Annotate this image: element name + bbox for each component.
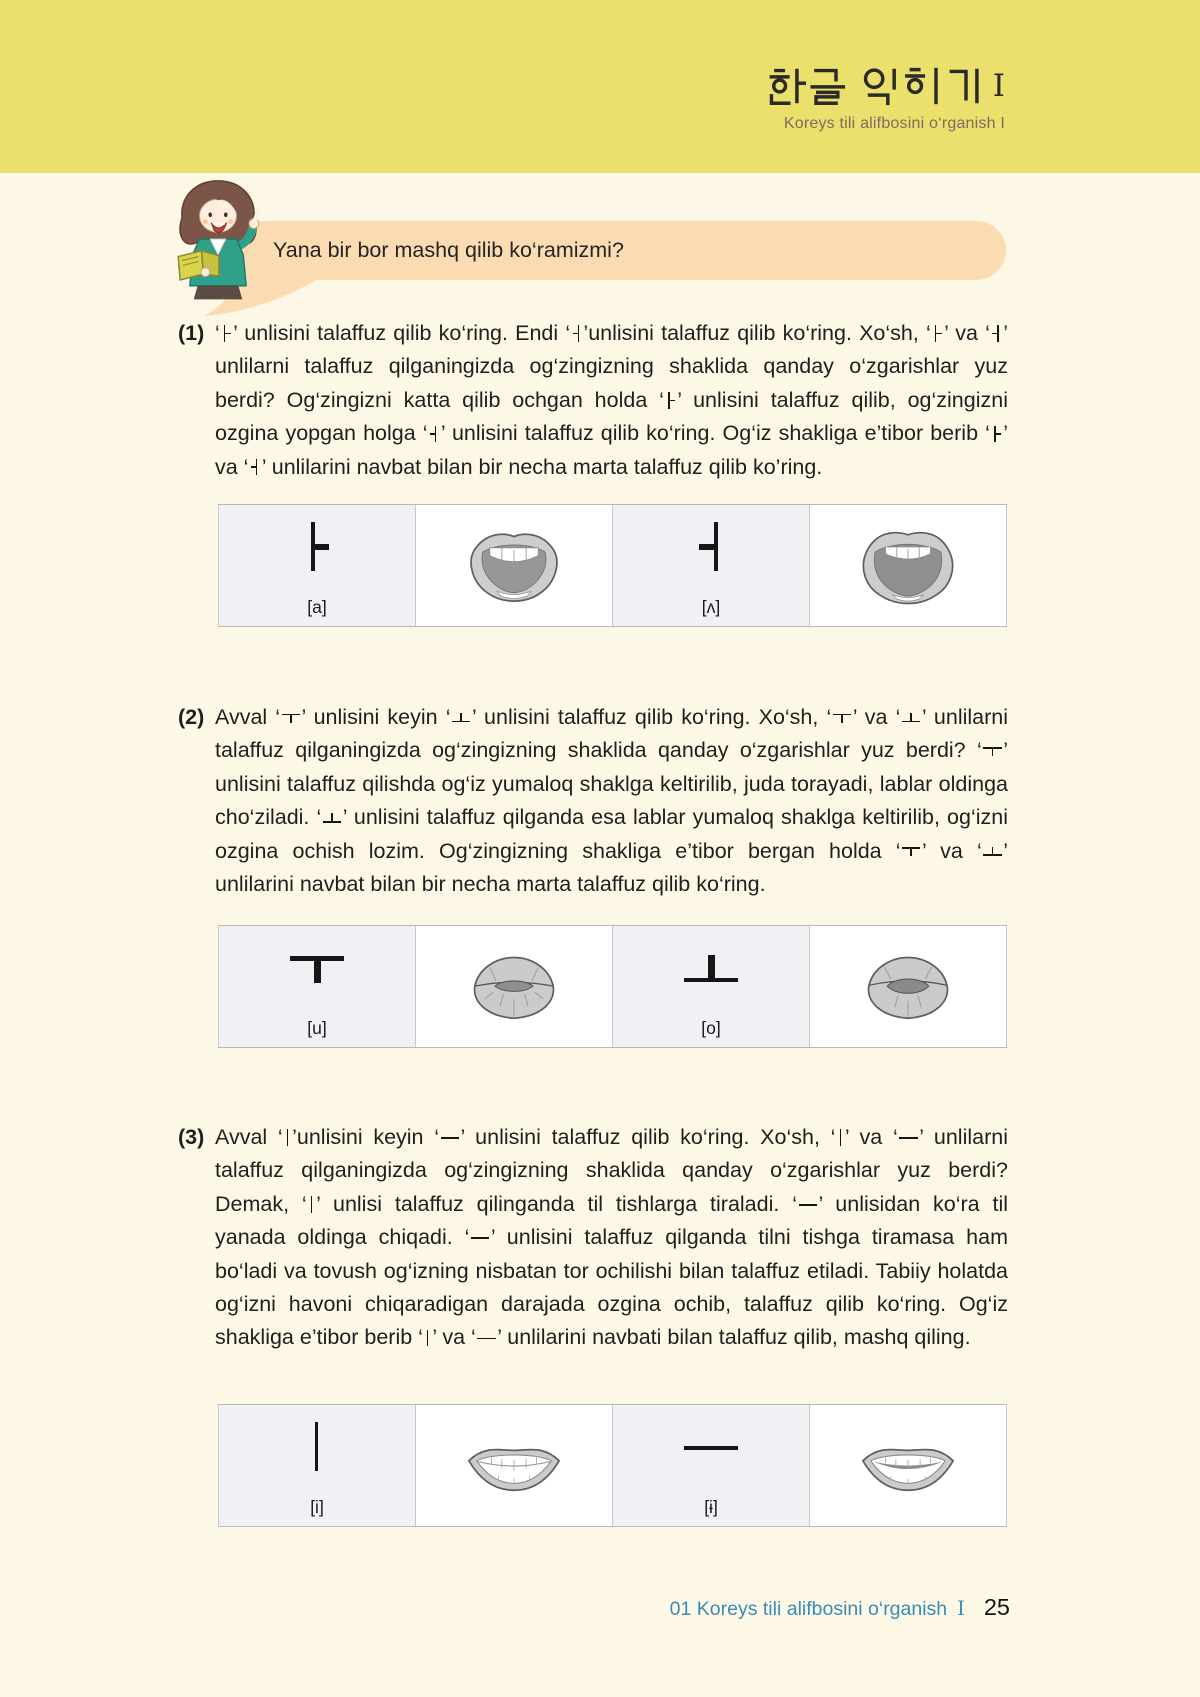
speech-bubble	[227, 221, 1006, 280]
inline-jamo	[837, 1129, 844, 1146]
mouth-illustration	[856, 945, 960, 1029]
speech-bubble-text: Yana bir bor mashq qilib ko‘ramizmi?	[273, 238, 624, 262]
exercise-3	[178, 1121, 1008, 1355]
exercise-1-text: ‘ ’ unlisini talaffuz qilib ko‘ring. Endi ‘ ’unlisini talaffuz qilib ko‘ring. Xo‘sh, ‘ ’ va ‘ ’ unlilarni talaffuz qilganingizda og‘zingizning shaklida qanday o‘zgarishlar yuz berdi? Og‘zingizni katta qilib ochgan holda ‘ ’ unlisini talaffuz qilib, og‘zingizni ozgina yopgan holga ‘ ’ unlisini talaffuz qilib ko‘ring. Og‘iz shakliga e’tibor berib ‘ ’ va ‘ ’ unlilarini navbat bilan bir necha marta talaffuz qilib ko’ring.	[215, 321, 1009, 479]
inline-jamo	[440, 1132, 459, 1145]
vowel-letter-cell	[218, 1405, 415, 1526]
inline-jamo	[899, 1132, 918, 1145]
exercise-2-text: Avval ‘ ’ unlisini keyin ‘ ’ unlisini talaffuz qilib ko‘ring. Xo‘sh, ‘ ’ va ‘ ’ unlilarni talaffuz qilganingizda og‘zingizning shaklida qanday o‘zgarishlar yuz berdi? ‘ ’ unlisini talaffuz qilishda og‘iz yumaloq shaklga keltirilib, juda torayadi, lablar oldinga cho‘ziladi. ‘ ’ unlisini talaffuz qilganda esa lablar yumaloq shaklga keltirilib, og‘izni ozgina ochish lozim. Og‘zingizning shakliga e’tibor bergan holda ‘ ’ va ‘ ’ unlilarini navbat bilan bir necha marta talaffuz qilib ko‘ring.	[215, 705, 1008, 897]
vowel-letter-cell	[612, 1405, 809, 1526]
mouth-illustration	[462, 1424, 566, 1508]
inline-jamo	[571, 325, 582, 342]
inline-jamo	[902, 712, 921, 725]
inline-jamo	[308, 1196, 315, 1213]
vowel-letter-cell	[612, 505, 809, 626]
vowel-letter	[695, 521, 727, 572]
phonetic-label: [ɨ]	[704, 1497, 718, 1517]
phonetic-label: [u]	[307, 1018, 327, 1038]
mouth-image-cell	[415, 926, 612, 1047]
vowel-letter-cell	[218, 926, 415, 1047]
mouth-illustration	[856, 524, 960, 608]
title-roman-numeral: I	[992, 67, 1005, 104]
inline-jamo	[452, 712, 471, 725]
page-subtitle: Koreys tili alifbosini o‘rganish I	[783, 115, 1005, 132]
phonetic-label: [ʌ]	[701, 597, 721, 617]
phonetic-label: [i]	[310, 1497, 324, 1517]
page-number: 25	[983, 1594, 1010, 1620]
exercise-3-text: Avval ‘ ’unlisini keyin ‘ ’ unlisini talaffuz qilib ko‘ring. Xo‘sh, ‘ ’ va ‘ ’ unlilarni talaffuz qilganingizda og‘zingizning shaklida qanday o‘zgarishlar yuz berdi? Demak, ‘ ’ unlisi talaffuz qilinganda til tishlarga tiraladi. ‘ ’ unlisidan ko‘ra til yanada oldinga chiqadi. ‘ ’ unlisini talaffuz qilganda tilni tishga tiramasa ham bo‘ladi va tovush og‘izning nisbatan tor ochilishi bilan talaffuz etiladi. Tabiiy holatda og‘izni havoni chiqaradigan darajada ozgina ochib, talaffuz qilib ko‘ring. Og‘iz shakliga e’tibor berib ‘ ’ va ‘ ’ unlilarini navbati bilan talaffuz qilib, mashq qiling.	[215, 1125, 1009, 1350]
mouth-illustration	[856, 1424, 960, 1508]
inline-jamo	[250, 459, 261, 476]
header-band	[0, 0, 1200, 173]
mouth-image-cell	[415, 1405, 612, 1526]
mouth-image-cell	[415, 505, 612, 626]
inline-jamo	[902, 845, 921, 858]
inline-jamo	[424, 1329, 431, 1346]
vowel-letter	[683, 1429, 739, 1467]
inline-jamo	[323, 812, 342, 825]
inline-jamo	[284, 1129, 291, 1146]
exercise-2-number: (2)	[178, 705, 205, 729]
page-footer	[670, 1594, 1010, 1621]
footer-roman-numeral: I	[957, 1597, 965, 1620]
vowel-letter-cell	[612, 926, 809, 1047]
inline-jamo	[932, 325, 943, 342]
inline-jamo	[991, 325, 1002, 342]
vowel-letter	[683, 950, 739, 988]
vowel-letter	[289, 950, 345, 988]
exercise-3-number: (3)	[178, 1125, 205, 1149]
inline-jamo	[665, 392, 676, 409]
exercise-1-number: (1)	[178, 321, 205, 345]
inline-jamo	[471, 1232, 490, 1245]
inline-jamo	[477, 1332, 496, 1345]
inline-jamo	[833, 712, 852, 725]
teacher-character-illustration	[161, 175, 275, 311]
inline-jamo	[429, 425, 440, 442]
footer-chapter-title: 01 Koreys tili alifbosini o‘rganish	[669, 1598, 948, 1620]
inline-jamo	[983, 745, 1002, 758]
inline-jamo	[983, 845, 1002, 858]
vowel-table-1	[218, 504, 1007, 627]
phonetic-label: [o]	[701, 1018, 721, 1038]
mouth-illustration	[462, 524, 566, 608]
page-title-korean	[766, 66, 1005, 106]
mouth-illustration	[462, 945, 566, 1029]
vowel-table-3	[218, 1404, 1007, 1527]
inline-jamo	[281, 712, 300, 725]
exercise-2	[178, 701, 1008, 901]
hangul-title-glyphs	[766, 66, 984, 106]
inline-jamo	[221, 325, 232, 342]
vowel-table-2	[218, 925, 1007, 1048]
vowel-letter	[307, 1421, 327, 1472]
mouth-image-cell	[809, 505, 1007, 626]
mouth-image-cell	[809, 1405, 1007, 1526]
inline-jamo	[991, 425, 1002, 442]
inline-jamo	[798, 1198, 817, 1211]
mouth-image-cell	[809, 926, 1007, 1047]
phonetic-label: [a]	[307, 597, 327, 617]
vowel-letter	[301, 521, 333, 572]
exercise-1	[178, 317, 1008, 484]
vowel-letter-cell	[218, 505, 415, 626]
